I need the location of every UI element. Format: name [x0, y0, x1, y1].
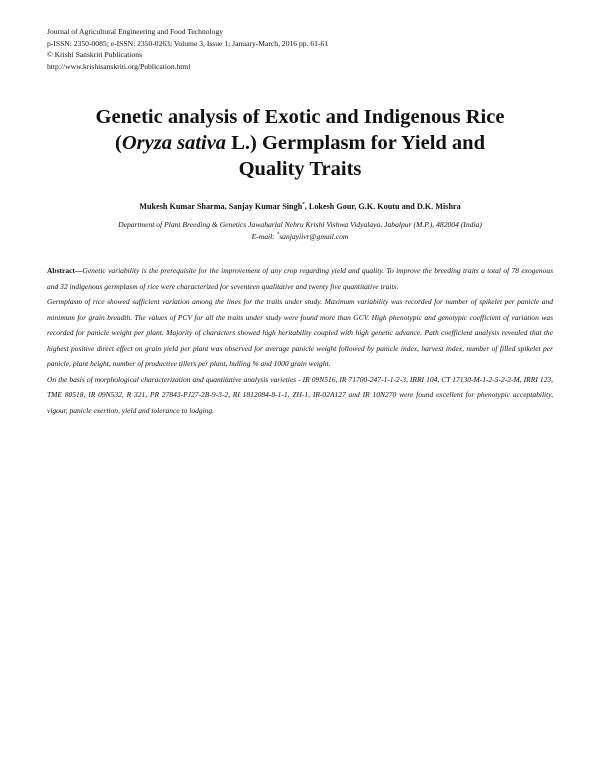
abstract	[47, 263, 553, 418]
affiliation	[40, 219, 560, 242]
abstract-heading: Abstract—	[47, 266, 83, 275]
email-address[interactable]: sanjayiivr@gmail.com	[279, 231, 349, 241]
corresponding-mark: *	[302, 202, 305, 208]
abstract-paragraph-2: Germplasm of rice showed sufficient variation among the lines for the traits under study. Maximum variability was recorded for number of spikelet per panicle and minimum for grain breadth. The values of PCV for all the traits under study were found more than GCV. High phenotypic and genotypic coefficient of variation was recorded for panicle weight per plant. Majority of characters showed high heritability coupled with high genetic advance. Path coefficient analysis revealed that the highest positive direct effect on grain yield per plant was observed for average panicle weight followed by panicle index, harvest index, number of filled spikelet per panicle, plant height, number of productive tillers per plant, hulling % and 1000 grain weight.	[47, 297, 553, 368]
authors-part-1: Mukesh Kumar Sharma, Sanjay Kumar Singh	[139, 202, 303, 211]
species-name: Oryza sativa	[121, 132, 227, 154]
title-line-1: Genetic analysis of Exotic and Indigenous Rice	[95, 106, 505, 128]
title-line-2	[40, 130, 560, 156]
publication-url[interactable]: http://www.krishisanskriti.org/Publication.html	[47, 61, 191, 71]
author-list	[40, 202, 560, 211]
journal-name: Journal of Agricultural Engineering and Food Technology	[47, 27, 224, 36]
title-line-2-rest: L.) Germplasm for Yield and	[226, 132, 485, 154]
email-mark: *	[276, 231, 280, 237]
email-line	[40, 231, 560, 243]
abstract-paragraph-3: On the basis of morphological characterization and quantitative analysis varieties - IR 09N516, IR 71700-247-1-1-2-3, IRRI 104, CT 17130-M-1-2-5-2-2-M, IRRI 123, TME 80518, IR 09N532, R 321, PR 27843-PJ27-2B-9-3-2, RI 1812084-8-1-1, ZH-1, IR-02A127 and IR 10N270 were found excellent for phenotypic acceptability, vigour, panicle exertion, yield and tolerance to lodging.	[47, 374, 553, 415]
title-open-paren: (	[115, 132, 122, 154]
paper-title	[40, 104, 560, 182]
publisher-line: © Krishi Sanskriti Publications	[47, 50, 142, 60]
email-label: E-mail:	[251, 231, 277, 241]
abstract-text-1: Genetic variability is the prerequisite for the improvement of any crop regarding yield and quality. To improve the breeding traits a total of 78 exogenous and 32 indigenous germplasm of rice were characterized for seventeen qualitative and twenty five quantitative traits.	[47, 266, 553, 291]
abstract-paragraph-1	[47, 263, 553, 294]
department-line: Department of Plant Breeding & Genetics Jawaharlal Nehru Krishi Vishwa Vidyalaya, Jabalpur (M.P.), 482004 (India)	[118, 220, 482, 229]
journal-header	[47, 26, 328, 72]
issn-line: p-ISSN: 2350-0085; e-ISSN: 2350-0263; Volume 3, Issue 1; January-March, 2016 pp. 61-61	[47, 38, 329, 48]
authors-part-2: , Lokesh Gour, G.K. Koutu and D.K. Mishra	[304, 202, 461, 211]
title-line-3: Quality Traits	[238, 158, 362, 180]
